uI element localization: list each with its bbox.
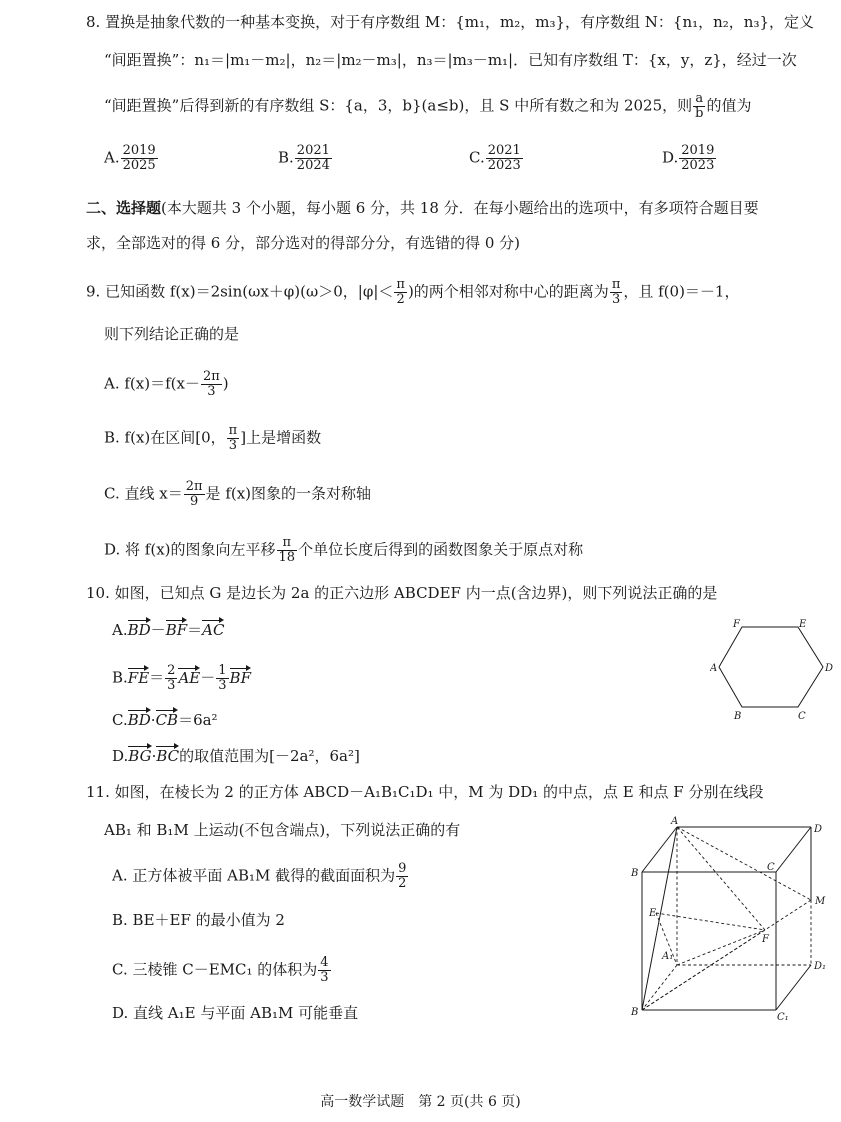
section-2-desc-line1: (本大题共 3 个小题，每小题 6 分，共 18 分．在每小题给出的选项中，有多项符合题目要 — [161, 199, 759, 217]
q8-fraction: $\frac{a}{b}$ — [695, 91, 704, 121]
q9-option-c[interactable]: C. 直线 x＝ $\frac{2\pi}{9}$ 是 f(x)图象的一条对称轴 — [104, 479, 372, 509]
section-2-desc-line2: 求，全部选对的得 6 分，部分选对的得部分分，有选错的得 0 分) — [86, 234, 521, 252]
hex-label-f: F — [733, 619, 740, 630]
section-2-heading — [86, 198, 759, 218]
q9-option-a[interactable]: A. f(x)＝f(x－ $\frac{2\pi}{3}$ ) — [104, 369, 229, 399]
cube-label-b-bottom: B — [631, 1007, 639, 1018]
cube-label-e: E — [649, 908, 657, 919]
hex-label-b: B — [734, 711, 742, 722]
hex-label-d: D — [825, 663, 834, 674]
cube-label-a: A — [671, 816, 679, 827]
q10-option-c[interactable]: C.BD·CB＝6a² — [112, 711, 218, 729]
q11-option-d[interactable]: D. 直线 A₁E 与平面 AB₁M 可能垂直 — [112, 1004, 359, 1022]
cube-label-a1: A₁ — [662, 951, 674, 962]
cube-label-f: F — [762, 934, 769, 945]
q8-option-b[interactable]: B. $\frac{2021}{2024}$ — [278, 143, 330, 173]
q8-option-c[interactable]: C. $\frac{2021}{2023}$ — [469, 143, 521, 173]
cube-figure — [625, 815, 835, 1025]
q8-stem-line2: “间距置换”：n₁＝|m₁－m₂|，n₂＝|m₂－m₃|，n₃＝|m₃－m₁|．已知有序数组 T：{x，y，z}，经过一次 — [104, 51, 797, 69]
page-footer: 高一数学试题 第 2 页(共 6 页) — [320, 1094, 521, 1110]
q9-option-b[interactable]: B. f(x)在区间[0， $\frac{\pi}{3}$ ]上是增函数 — [104, 423, 322, 453]
q10-stem: 10. 如图，已知点 G 是边长为 2a 的正六边形 ABCDEF 内一点(含边界)，则下列说法正确的是 — [86, 584, 718, 602]
q11-option-a[interactable]: A. 正方体被平面 AB₁M 截得的截面面积为 $\frac{9}{2}$ — [112, 861, 407, 891]
cube-label-b-top: B — [631, 868, 639, 879]
q9-option-d[interactable]: D. 将 f(x)的图象向左平移 $\frac{\pi}{18}$ 个单位长度后得到的函数图象关于原点对称 — [104, 535, 584, 565]
q8-option-d[interactable]: D. $\frac{2019}{2023}$ — [662, 143, 715, 173]
cube-label-c: C — [767, 862, 775, 873]
hex-label-a: A — [710, 663, 718, 674]
q8-option-a[interactable]: A. $\frac{2019}{2025}$ — [104, 143, 156, 173]
q10-option-d[interactable]: D.BG·BC的取值范围为[－2a²，6a²] — [112, 747, 360, 765]
q11-stem-line2: AB₁ 和 B₁M 上运动(不包含端点)，下列说法正确的有 — [104, 821, 461, 839]
cube-label-d1: D₁ — [814, 961, 827, 972]
q11-option-b[interactable]: B. BE＋EF 的最小值为 2 — [112, 911, 285, 929]
cube-label-d: D — [814, 824, 823, 835]
cube-label-m: M — [815, 896, 826, 907]
section-2-title: 二、选择题 — [86, 199, 162, 217]
q10-option-b[interactable]: B.FE＝ $\frac{2}{3}$ AE－ $\frac{1}{3}$ BF — [112, 663, 251, 693]
q8-stem-line3: “间距置换”后得到新的有序数组 S：{a，3，b}(a≤b)，且 S 中所有数之和为 2025，则 $\frac{a}{b}$ 的值为 — [104, 91, 752, 121]
q8-stem-line1: 8. 置换是抽象代数的一种基本变换，对于有序数组 M：{m₁，m₂，m₃}，有序数组 N：{n₁，n₂，n₃}，定义 — [86, 13, 815, 31]
q9-stem-line1: 9. 已知函数 f(x)＝2sin(ωx＋φ)(ω＞0，|φ|＜ $\frac{\pi}{2}$ )的两个相邻对称中心的距离为 $\frac{\pi}{3}$ ，且 f(0)＝－1， — [86, 277, 740, 307]
hexagon-shape — [719, 627, 823, 707]
q10-option-a[interactable]: A.BD－BF＝AC — [112, 621, 225, 639]
q9-stem-line2: 则下列结论正确的是 — [104, 325, 240, 343]
hex-label-e: E — [799, 619, 807, 630]
q11-option-c[interactable]: C. 三棱锥 C－EMC₁ 的体积为 $\frac{4}{3}$ — [112, 955, 329, 985]
q11-stem-line1: 11. 如图，在棱长为 2 的正方体 ABCD－A₁B₁C₁D₁ 中，M 为 DD₁ 的中点，点 E 和点 F 分别在线段 — [86, 783, 764, 801]
cube-label-c1: C₁ — [777, 1012, 789, 1023]
hex-label-c: C — [798, 711, 806, 722]
hexagon-figure — [710, 615, 835, 725]
